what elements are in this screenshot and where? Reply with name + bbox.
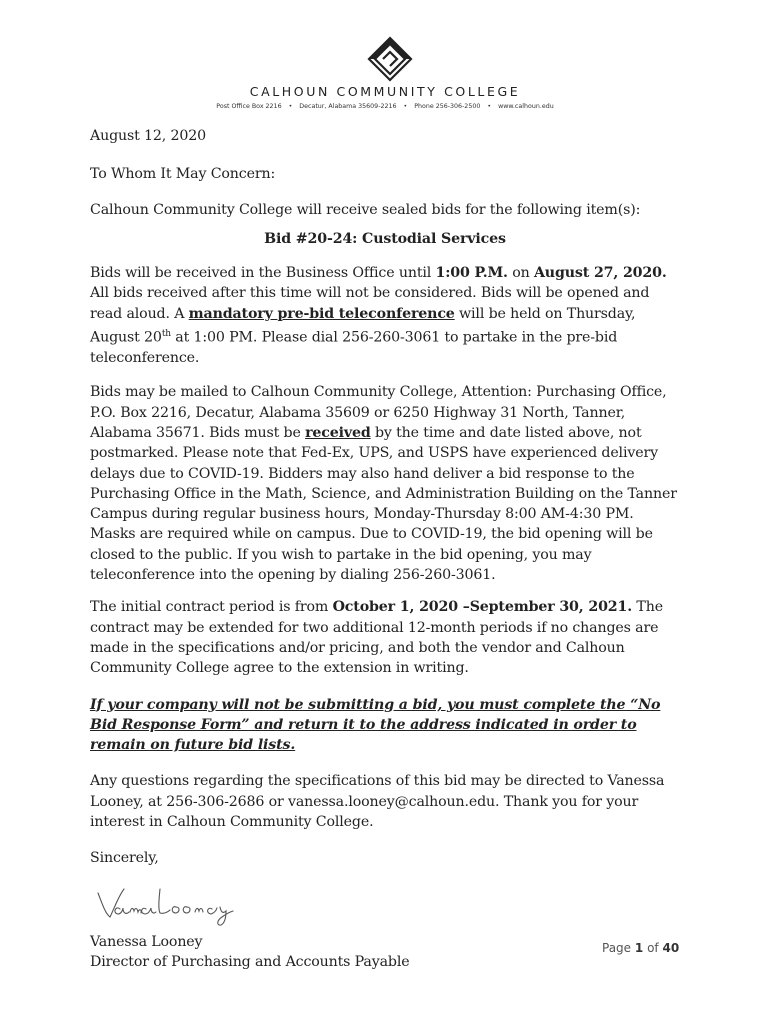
deadline-time: 1:00 P.M. [435, 265, 508, 282]
po-box: Post Office Box 2216 [216, 103, 282, 110]
city-address: Decatur, Alabama 35609-2216 [299, 103, 397, 110]
separator: • [403, 103, 408, 110]
signer-name: Vanessa Looney [90, 933, 203, 950]
separator: • [288, 103, 293, 110]
website: www.calhoun.edu [498, 103, 554, 110]
bid-deadline-paragraph: Bids will be received in the Business Office until 1:00 P.M. on August 27, 2020. All bids received after this time will not be considered. Bids will be opened and read aloud. A mandatory pre-bid teleconference will be held on Thursday, August 20th at 1:00 PM. Please dial 256-260-3061 to partake in the pre-bid teleconference. [90, 265, 667, 367]
separator: • [487, 103, 492, 110]
college-name: CALHOUN COMMUNITY COLLEGE [249, 84, 521, 99]
signature-icon [90, 883, 260, 927]
deadline-date: August 27, 2020. [533, 265, 667, 282]
questions-paragraph: Any questions regarding the specifications of this bid may be directed to Vanessa Looney, at 256-306-2686 or vanessa.looney@calhoun.edu. Thank you for your interest in Calhoun Community College. [90, 773, 665, 831]
phone-number: Phone 256-306-2500 [414, 103, 481, 110]
closing: Sincerely, [90, 850, 159, 867]
mailing-instructions-paragraph: Bids may be mailed to Calhoun Community College, Attention: Purchasing Office, P.O. Box 2216, Decatur, Alabama 35609 or 6250 Highway 31 North, Tanner, Alabama 35671. Bids must be received by the time and date listed above, not postmarked. Please note that Fed-Ex, UPS, and USPS have experienced delivery delays due to COVID-19. Bidders may also hand deliver a bid response to the Purchasing Office in the Math, Science, and Administration Building on the Tanner Campus during regular business hours, Monday-Thursday 8:00 AM-4:30 PM. Masks are required while on campus. Due to COVID-19, the bid opening will be closed to the public. If you wish to partake in the bid opening, you may teleconference into the opening by dialing 256-260-3061. [90, 384, 677, 584]
letter-body [90, 126, 680, 972]
letter-date: August 12, 2020 [90, 128, 207, 144]
page-total: 40 [662, 941, 680, 955]
contract-period-paragraph: The initial contract period is from October 1, 2020 –September 30, 2021. The contract may be extended for two additional 12-month periods if no changes are made in the specifications and/or pricing, and both the vendor and Calhoun Community College agree to the extension in writing. [90, 599, 663, 677]
page-current: 1 [634, 941, 644, 955]
no-bid-notice: If your company will not be submitting a bid, you must complete the “No Bid Response Form” and return it to the address indicated in order to remain on future bid lists. [90, 696, 661, 754]
intro-paragraph: Calhoun Community College will receive sealed bids for the following item(s): [90, 201, 641, 218]
salutation: To Whom It May Concern: [90, 166, 276, 183]
signer-title: Director of Purchasing and Accounts Payable [90, 953, 410, 970]
contract-period: October 1, 2020 –September 30, 2021. [332, 599, 633, 616]
bid-title: Bid #20-24: Custodial Services [264, 230, 506, 247]
mandatory-teleconference: mandatory pre-bid teleconference [188, 305, 455, 322]
page-number: Page 1 of 40 [602, 941, 680, 955]
received-emphasis: received [305, 425, 371, 441]
college-logo-icon [365, 34, 415, 84]
signature [90, 883, 680, 923]
college-address-line [0, 103, 770, 110]
